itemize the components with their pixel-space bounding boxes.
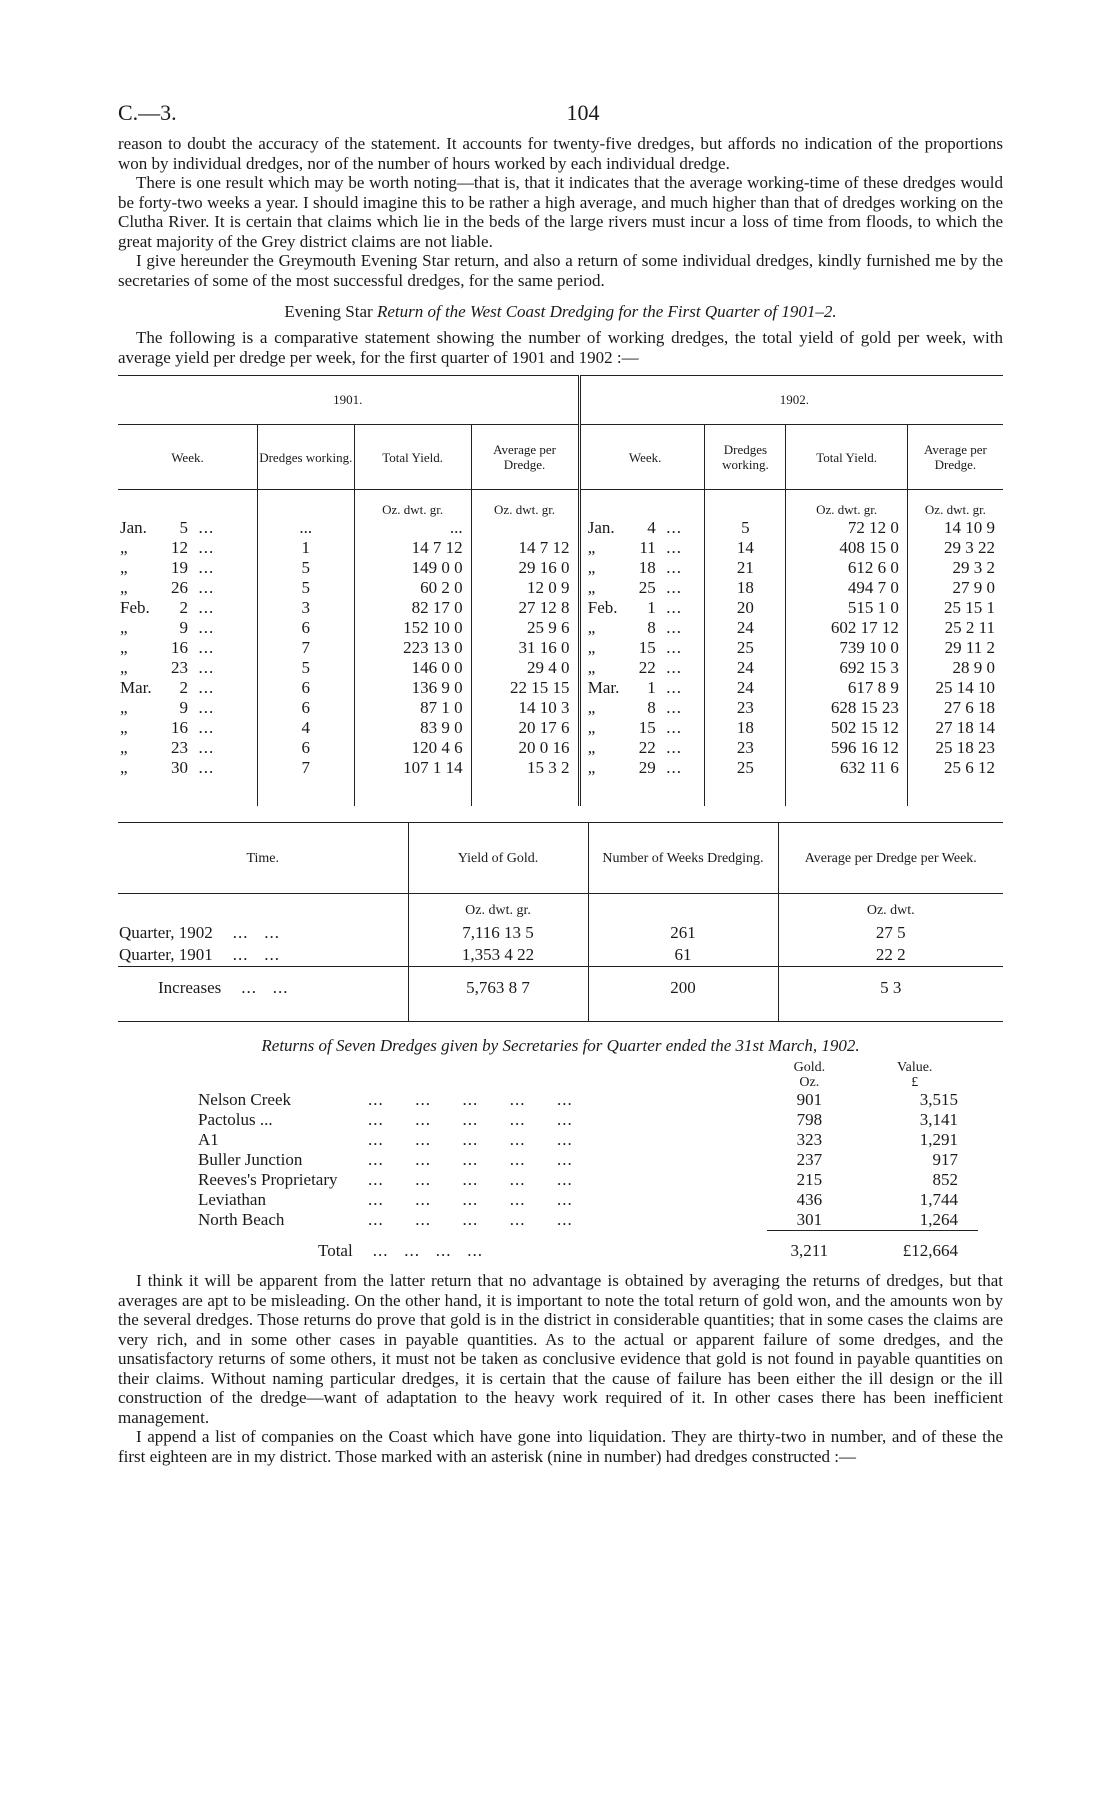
dredges-cell: 1	[257, 538, 354, 558]
total-yield-cell: 72 12 0	[786, 518, 907, 538]
day-label: 1	[647, 678, 656, 697]
total-label: Total	[318, 1241, 353, 1260]
day-label: 8	[647, 698, 656, 717]
week-cell: Jan. 5 ...	[120, 518, 215, 537]
year-heading-1901: 1901.	[118, 376, 579, 425]
unit-label: Oz. dwt. gr.	[786, 490, 907, 519]
unit-label: Oz. dwt.	[778, 894, 1003, 923]
yield-cell: 1,353 4 22	[408, 944, 588, 967]
week-cell: „ 15 ...	[587, 718, 683, 737]
total-yield-cell: 632 11 6	[786, 758, 907, 778]
table-row	[118, 678, 1003, 698]
table-row	[118, 598, 1003, 618]
week-cell: „ 29 ...	[587, 758, 683, 777]
unit-label: Oz. dwt. gr.	[471, 490, 579, 519]
day-label: 4	[647, 518, 656, 537]
average-cell: 22 15 15	[471, 678, 579, 698]
week-cell: „ 8 ...	[587, 618, 683, 637]
increase-yield: 5,763 8 7	[408, 967, 588, 1010]
unit-label: £	[911, 1075, 919, 1090]
day-label: 5	[179, 518, 188, 537]
average-cell: 29 3 2	[907, 558, 1003, 578]
week-cell: „ 30 ...	[120, 758, 215, 777]
week-cell: „ 8 ...	[587, 698, 683, 717]
unit-label: Oz.	[799, 1075, 820, 1090]
total-yield-cell: 120 4 6	[354, 738, 471, 758]
total-yield-cell: 494 7 0	[786, 578, 907, 598]
month-label: „	[587, 618, 596, 637]
average-cell	[471, 518, 579, 538]
month-label: „	[120, 658, 128, 677]
dredge-name: Leviathan	[198, 1190, 266, 1209]
day-label: 19	[171, 558, 188, 577]
increase-label: Increases	[158, 978, 222, 997]
dredge-row: Buller Junction ... ... ... ... ... 237 917	[198, 1150, 978, 1170]
dredges-cell: 24	[705, 678, 786, 698]
total-yield-cell: 628 15 23	[786, 698, 907, 718]
total-yield-cell: 502 15 12	[786, 718, 907, 738]
dredges-cell: 5	[257, 658, 354, 678]
dredges-cell: 25	[705, 638, 786, 658]
paragraph: I give hereunder the Greymouth Evening Star return, and also a return of some individual dredges, kindly furnished me by the secretaries of some of the most successful dredges, for the same period.	[118, 251, 1003, 290]
dredge-name: Pactolus ...	[198, 1110, 273, 1129]
dredges-cell: 18	[705, 718, 786, 738]
dredges-cell: 6	[257, 738, 354, 758]
table-row	[118, 738, 1003, 758]
month-label: Mar.	[587, 678, 620, 697]
weekly-comparison-table	[118, 375, 1003, 806]
section-title	[118, 302, 1003, 322]
total-yield-cell: 152 10 0	[354, 618, 471, 638]
week-cell: Mar. 2 ...	[120, 678, 215, 697]
dredges-cell: 25	[705, 758, 786, 778]
week-cell: „ 18 ...	[587, 558, 683, 577]
day-label: 9	[179, 618, 188, 637]
day-label: 1	[647, 598, 656, 617]
average-cell: 29 11 2	[907, 638, 1003, 658]
average-cell: 20 0 16	[471, 738, 579, 758]
day-label: 22	[638, 738, 656, 757]
dredges-cell: 23	[705, 698, 786, 718]
value-cell: 3,515	[919, 1090, 958, 1109]
page-header	[118, 92, 1003, 134]
dredges-cell: 3	[257, 598, 354, 618]
average-cell: 31 16 0	[471, 638, 579, 658]
seven-dredges-title: Returns of Seven Dredges given by Secretaries for Quarter ended the 31st March, 1902.	[261, 1036, 860, 1055]
col-dredges: Dredges working.	[705, 425, 786, 490]
day-label: 9	[179, 698, 188, 717]
table-row: Quarter, 1901 ... ... 1,353 4 22 61 22 2	[118, 944, 1003, 967]
total-yield-cell: 87 1 0	[354, 698, 471, 718]
dredge-row: Nelson Creek ... ... ... ... ... 901 3,515	[198, 1090, 978, 1110]
table-row	[118, 658, 1003, 678]
week-cell: Feb. 2 ...	[120, 598, 215, 617]
average-cell: 29 4 0	[471, 658, 579, 678]
paragraph: I append a list of companies on the Coast which have gone into liquidation. They are thirty-two in number, and of these the first eighteen are in my district. Those marked with an asterisk (nine in number) had dredges constructed :—	[118, 1427, 1003, 1466]
gold-cell: 323	[796, 1130, 823, 1149]
table-row	[118, 578, 1003, 598]
total-yield-cell: 83 9 0	[354, 718, 471, 738]
dredge-row: A1 ... ... ... ... ... 323 1,291	[198, 1130, 978, 1150]
day-label: 26	[171, 578, 188, 597]
month-label: „	[587, 738, 596, 757]
yield-cell: 7,116 13 5	[408, 922, 588, 944]
month-label: „	[587, 658, 596, 677]
total-yield-cell: 602 17 12	[786, 618, 907, 638]
day-label: 16	[171, 638, 188, 657]
day-label: 22	[638, 658, 656, 677]
dredges-cell: 7	[257, 758, 354, 778]
average-cell: 25 15 1	[907, 598, 1003, 618]
total-row: Total ... ... ... ... 3,211 £12,664	[198, 1231, 978, 1261]
month-label: „	[587, 638, 596, 657]
average-cell: 15 3 2	[471, 758, 579, 778]
table-row	[118, 518, 1003, 538]
month-label: Jan.	[587, 518, 615, 537]
day-label: 2	[179, 678, 188, 697]
total-yield-cell: 14 7 12	[354, 538, 471, 558]
dredges-cell: 21	[705, 558, 786, 578]
month-label: „	[120, 538, 128, 557]
col-value: Value.	[897, 1060, 933, 1075]
total-yield-cell: 146 0 0	[354, 658, 471, 678]
intro-paragraph: The following is a comparative statement showing the number of working dredges, the total yield of gold per week, with average yield per dredge per week, for the first quarter of 1901 and 1902 :—	[118, 328, 1003, 367]
document-page	[118, 92, 1003, 1466]
average-cell: 25 6 12	[907, 758, 1003, 778]
month-label: „	[120, 558, 128, 577]
total-yield-cell: 515 1 0	[786, 598, 907, 618]
day-label: 23	[171, 658, 188, 677]
paragraph: I think it will be apparent from the latter return that no advantage is obtained by averaging the returns of dredges, but that averages are apt to be misleading. On the other hand, it is important to note the total return of gold won, and the amounts won by the several dredges. Those returns do prove that gold is in the district in considerable quantities; that in some cases the claims are very rich, and in some other cases in payable quantities. As to the actual or apparent failure of some dredges, and the unsatisfactory returns of some others, it must not be taken as conclusive evidence that gold is not found in payable quantities on their claims. Without naming particular dredges, it is certain that the cause of failure has been either the ill design or the ill construction of the dredge—want of adaptation to the heavy work required of it. In other cases there has been inefficient management.	[118, 1271, 1003, 1427]
col-gold: Gold.	[793, 1060, 826, 1075]
week-cell: „ 16 ...	[120, 718, 215, 737]
dredge-row: North Beach ... ... ... ... ... 301 1,264	[198, 1210, 978, 1231]
dredge-name: A1	[198, 1130, 219, 1149]
average-cell: 12 0 9	[471, 578, 579, 598]
value-cell: 917	[932, 1150, 958, 1169]
day-label: 25	[638, 578, 656, 597]
dredges-cell: 24	[705, 658, 786, 678]
month-label: „	[587, 698, 596, 717]
day-label: 12	[171, 538, 188, 557]
average-cell: 28 9 0	[907, 658, 1003, 678]
average-cell: 29 16 0	[471, 558, 579, 578]
average-cell: 14 10 3	[471, 698, 579, 718]
table-row	[118, 718, 1003, 738]
page-number: 104	[566, 100, 600, 125]
day-label: 29	[638, 758, 656, 777]
week-cell: „ 25 ...	[587, 578, 683, 597]
dredge-row: Reeves's Proprietary ... ... ... ... ... 215 852	[198, 1170, 978, 1190]
dredges-cell: 6	[257, 618, 354, 638]
time-cell: Quarter, 1902	[119, 923, 213, 942]
day-label: 8	[647, 618, 656, 637]
dredges-cell: ...	[257, 518, 354, 538]
total-gold: 3,211	[790, 1241, 829, 1260]
value-cell: 1,291	[919, 1130, 958, 1149]
day-label: 23	[171, 738, 188, 757]
month-label: „	[587, 718, 596, 737]
dredges-cell: 5	[705, 518, 786, 538]
increase-row: Increases ... ... 5,763 8 7 200 5 3	[118, 967, 1003, 1010]
month-label: „	[120, 738, 128, 757]
month-label: „	[120, 578, 128, 597]
total-value: £12,664	[902, 1241, 958, 1260]
dredges-cell: 18	[705, 578, 786, 598]
col-time: Time.	[118, 823, 408, 894]
week-cell: „ 26 ...	[120, 578, 215, 597]
total-yield-cell: ...	[354, 518, 471, 538]
average-cell: 25 14 10	[907, 678, 1003, 698]
table-row: Quarter, 1902 ... ... 7,116 13 5 261 27 5	[118, 922, 1003, 944]
section-title-rest: Return of the West Coast Dredging for the First Quarter of 1901–2.	[376, 302, 837, 321]
month-label: „	[120, 618, 128, 637]
col-average: Average per Dredge.	[907, 425, 1003, 490]
week-cell: „ 23 ...	[120, 738, 215, 757]
dredges-cell: 14	[705, 538, 786, 558]
average-cell: 14 10 9	[907, 518, 1003, 538]
average-cell: 27 5	[778, 922, 1003, 944]
total-yield-cell: 739 10 0	[786, 638, 907, 658]
week-cell: „ 22 ...	[587, 738, 683, 757]
week-cell: „ 9 ...	[120, 618, 215, 637]
average-cell: 14 7 12	[471, 538, 579, 558]
gold-cell: 901	[796, 1090, 823, 1109]
week-cell: Jan. 4 ...	[587, 518, 683, 537]
total-yield-cell: 82 17 0	[354, 598, 471, 618]
dredges-cell: 4	[257, 718, 354, 738]
dredges-cell: 24	[705, 618, 786, 638]
average-cell: 27 6 18	[907, 698, 1003, 718]
gold-cell: 798	[796, 1110, 823, 1129]
gold-cell: 436	[796, 1190, 823, 1209]
week-cell: „ 12 ...	[120, 538, 215, 557]
value-cell: 3,141	[919, 1110, 958, 1129]
dredge-row: Leviathan ... ... ... ... ... 436 1,744	[198, 1190, 978, 1210]
dredges-cell: 5	[257, 578, 354, 598]
total-yield-cell: 617 8 9	[786, 678, 907, 698]
total-yield-cell: 692 15 3	[786, 658, 907, 678]
unit-label: Oz. dwt. gr.	[907, 490, 1003, 519]
dredge-name: Buller Junction	[198, 1150, 303, 1169]
average-cell: 25 18 23	[907, 738, 1003, 758]
month-label: „	[587, 558, 596, 577]
unit-label: Oz. dwt. gr.	[408, 894, 588, 923]
section-title-lead: Evening Star	[284, 302, 373, 321]
average-cell: 27 12 8	[471, 598, 579, 618]
day-label: 11	[639, 538, 656, 557]
total-yield-cell: 223 13 0	[354, 638, 471, 658]
month-label: „	[120, 718, 128, 737]
col-week: Week.	[118, 425, 257, 490]
day-label: 16	[171, 718, 188, 737]
week-cell: „ 23 ...	[120, 658, 215, 677]
col-total-yield: Total Yield.	[354, 425, 471, 490]
week-cell: „ 9 ...	[120, 698, 215, 717]
average-cell: 25 2 11	[907, 618, 1003, 638]
quarter-summary-table	[118, 822, 1003, 1022]
value-cell: 1,264	[919, 1210, 958, 1229]
dredge-name: North Beach	[198, 1210, 285, 1230]
total-yield-cell: 136 9 0	[354, 678, 471, 698]
total-yield-cell: 60 2 0	[354, 578, 471, 598]
gold-cell: 215	[796, 1170, 823, 1189]
value-cell: 1,744	[919, 1190, 958, 1209]
seven-dredges-table	[198, 1060, 978, 1261]
day-label: 18	[638, 558, 656, 577]
day-label: 2	[179, 598, 188, 617]
col-average-per-week: Average per Dredge per Week.	[778, 823, 1003, 894]
dredge-name: Reeves's Proprietary	[198, 1170, 338, 1189]
average-cell: 25 9 6	[471, 618, 579, 638]
average-cell: 20 17 6	[471, 718, 579, 738]
day-label: 30	[171, 758, 188, 777]
year-heading-1902: 1902.	[586, 376, 1003, 425]
col-total-yield: Total Yield.	[786, 425, 907, 490]
table-row	[118, 558, 1003, 578]
dredges-cell: 5	[257, 558, 354, 578]
dredge-row: Pactolus ... ... ... ... ... ... 798 3,141	[198, 1110, 978, 1130]
month-label: „	[120, 638, 128, 657]
time-cell: Quarter, 1901	[119, 945, 213, 964]
dredges-cell: 6	[257, 698, 354, 718]
col-average: Average per Dredge.	[471, 425, 579, 490]
increase-weeks: 200	[588, 967, 778, 1010]
average-cell: 22 2	[778, 944, 1003, 967]
paragraph: There is one result which may be worth noting—that is, that it indicates that the average working-time of these dredges would be forty-two weeks a year. I should imagine this to be rather a high average, and much higher than that of dredges working on the Clutha River. It is certain that claims which lie in the beds of the large rivers must incur a loss of time from floods, to which the great majority of the Grey district claims are not liable.	[118, 173, 1003, 251]
paragraph: reason to doubt the accuracy of the statement. It accounts for twenty-five dredges, but affords no indication of the proportions won by individual dredges, nor of the number of hours worked by each individual dredge.	[118, 134, 1003, 173]
table-row	[118, 638, 1003, 658]
dredges-cell: 6	[257, 678, 354, 698]
month-label: „	[120, 758, 128, 777]
total-yield-cell: 612 6 0	[786, 558, 907, 578]
unit-label: Oz. dwt. gr.	[354, 490, 471, 519]
week-cell: „ 16 ...	[120, 638, 215, 657]
week-cell: Mar. 1 ...	[587, 678, 683, 697]
day-label: 15	[638, 718, 656, 737]
col-yield-of-gold: Yield of Gold.	[408, 823, 588, 894]
col-weeks-dredging: Number of Weeks Dredging.	[588, 823, 778, 894]
week-cell: „ 15 ...	[587, 638, 683, 657]
col-week: Week.	[586, 425, 705, 490]
gold-cell: 301	[796, 1210, 823, 1229]
week-cell: „ 19 ...	[120, 558, 215, 577]
document-code: C.—3.	[118, 100, 177, 125]
value-cell: 852	[932, 1170, 958, 1189]
weeks-cell: 61	[588, 944, 778, 967]
dredges-cell: 23	[705, 738, 786, 758]
month-label: Feb.	[120, 598, 150, 617]
gold-cell: 237	[796, 1150, 823, 1169]
month-label: „	[587, 758, 596, 777]
increase-average: 5 3	[778, 967, 1003, 1010]
dredges-cell: 20	[705, 598, 786, 618]
month-label: Mar.	[120, 678, 152, 697]
total-yield-cell: 596 16 12	[786, 738, 907, 758]
day-label: 15	[638, 638, 656, 657]
table-row	[118, 618, 1003, 638]
month-label: „	[120, 698, 128, 717]
week-cell: „ 22 ...	[587, 658, 683, 677]
col-dredges: Dredges working.	[257, 425, 354, 490]
week-cell: „ 11 ...	[587, 538, 683, 557]
total-yield-cell: 107 1 14	[354, 758, 471, 778]
average-cell: 27 18 14	[907, 718, 1003, 738]
average-cell: 29 3 22	[907, 538, 1003, 558]
month-label: „	[587, 578, 596, 597]
dredge-name: Nelson Creek	[198, 1090, 292, 1109]
table-row	[118, 698, 1003, 718]
table-row	[118, 758, 1003, 778]
month-label: Jan.	[120, 518, 147, 537]
dredges-cell: 7	[257, 638, 354, 658]
month-label: Feb.	[587, 598, 618, 617]
weeks-cell: 261	[588, 922, 778, 944]
month-label: „	[587, 538, 596, 557]
total-yield-cell: 408 15 0	[786, 538, 907, 558]
table-row	[118, 538, 1003, 558]
total-yield-cell: 149 0 0	[354, 558, 471, 578]
week-cell: Feb. 1 ...	[587, 598, 683, 617]
average-cell: 27 9 0	[907, 578, 1003, 598]
